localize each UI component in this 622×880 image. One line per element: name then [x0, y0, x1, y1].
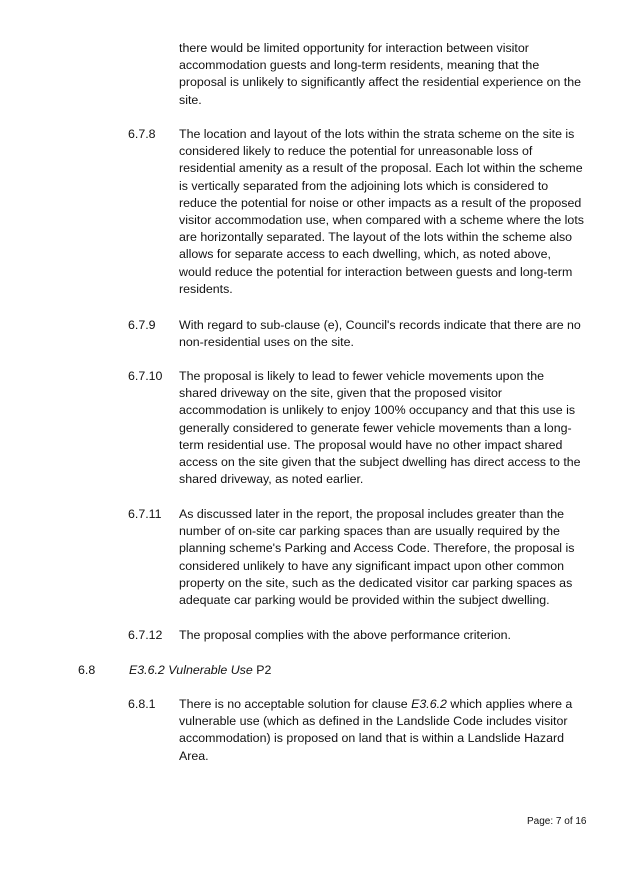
paragraph-number: 6.7.11 — [128, 507, 162, 521]
paragraph-text: there would be limited opportunity for interaction between visitor accommodation guests and long-term residents, meaning that the proposal is unlikely to significantly affect the residential experience on the site. — [179, 41, 582, 107]
paragraph-text: The proposal is likely to lead to fewer vehicle movements upon the shared driveway on the site, given that the proposed visitor accommodation is unlikely to enjoy 100% occupancy and that this use is generally considered to generate fewer vehicle movements than a long-term residential use. The proposal would have no other impact shared access on the site given that the subject dwelling has direct access to the shared driveway, as noted earlier. — [179, 369, 581, 487]
paragraph-number: 6.7.12 — [128, 628, 163, 642]
paragraph-number: 6.7.9 — [128, 318, 156, 332]
paragraph-number: 6.7.8 — [128, 127, 156, 141]
paragraph-number: 6.8.1 — [128, 697, 156, 711]
text-after: which applies where a vulnerable use (which as defined in the Landslide Code includes visitor accommodation) is proposed on land that is within a Landslide Hazard Area. — [179, 697, 573, 763]
clause-reference: E3.6.2 — [411, 697, 447, 711]
section-title — [129, 662, 271, 679]
text-before: There is no acceptable solution for clause — [179, 697, 412, 711]
section-number: 6.8 — [78, 663, 96, 677]
paragraph-text: With regard to sub-clause (e), Council's records indicate that there are no non-residential uses on the site. — [179, 318, 581, 350]
paragraph-text: As discussed later in the report, the proposal includes greater than the number of on-site car parking spaces than are usually required by the planning scheme's Parking and Access Code. Therefore, the proposal is considered unlikely to have any significant impact upon other common property on the site, such as the dedicated visitor car parking spaces as adequate car parking would be provided within the subject dwelling. — [179, 507, 575, 608]
paragraph-text: The proposal complies with the above performance criterion. — [179, 628, 511, 642]
paragraph-number: 6.7.10 — [128, 369, 163, 383]
paragraph-text: The location and layout of the lots within the strata scheme on the site is considered likely to reduce the potential for unreasonable loss of residential amenity as a result of the proposal. Each lot within the scheme is vertically separated from the adjoining lots which is considered to reduce the potential for noise or other impacts as a result of the proposed visitor accommodation use, when compared with a scheme where the lots are horizontally separated. The layout of the lots within the scheme also allows for separate access to each dwelling, which, as noted above, would reduce the potential for interaction between guests and long-term residents. — [179, 127, 584, 296]
page-number-footer: Page: 7 of 16 — [527, 816, 587, 827]
paragraph-text — [179, 696, 584, 765]
section-title-italic: E3.6.2 Vulnerable Use — [129, 663, 253, 677]
section-title-suffix: P2 — [252, 663, 272, 677]
